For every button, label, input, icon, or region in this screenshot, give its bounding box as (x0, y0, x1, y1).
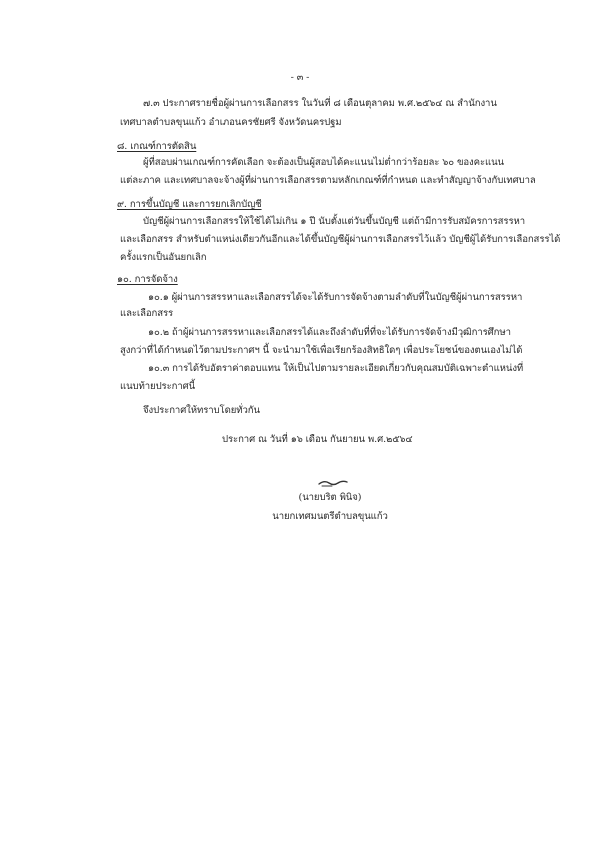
section-10-heading: ๑๐. การจัดจ้าง (117, 274, 178, 285)
section-10-item-1-line-2: และเลือกสรร (120, 308, 174, 319)
signer-name: (นายบริต พินิจ) (298, 492, 362, 503)
section-10-item-3-line-1: ๑๐.๓ การได้รับอัตราค่าตอบแทน ให้เป็นไปตามรายละเอียดเกี่ยวกับคุณสมบัติเฉพาะตำแหน่งที่ (148, 363, 524, 374)
signer-title: นายกเทศมนตรีตำบลขุนแก้ว (272, 511, 388, 522)
handwritten-signature (318, 478, 348, 488)
section-9-line-1: บัญชีผู้ผ่านการเลือกสรรให้ใช้ได้ไม่เกิน ๑ ปี นับตั้งแต่วันขึ้นบัญชี แต่ถ้ามีการรับสมัครการสรรหา (143, 216, 526, 227)
announcement-line: จึงประกาศให้ทราบโดยทั่วกัน (143, 405, 260, 416)
section-9-line-3: ครั้งแรกเป็นอันยกเลิก (120, 252, 207, 263)
section-10-item-1-line-1: ๑๐.๑ ผู้ผ่านการสรรหาและเลือกสรรได้จะได้รับการจัดจ้างตามลำดับที่ในบัญชีผู้ผ่านการสรรหา (148, 292, 523, 303)
section-9-heading: ๙. การขึ้นบัญชี และการยกเลิกบัญชี (117, 199, 262, 210)
section-10-item-2-line-1: ๑๐.๒ ถ้าผู้ผ่านการสรรหาและเลือกสรรได้และถึงลำดับที่ที่จะได้รับการจัดจ้างมีวุฒิการศึกษา (148, 327, 511, 338)
item-7-3-line-1: ๗.๓ ประกาศรายชื่อผู้ผ่านการเลือกสรร ในวันที่ ๘ เดือนตุลาคม พ.ศ.๒๕๖๔ ณ สำนักงาน (143, 98, 497, 109)
section-10-item-2-line-2: สูงกว่าที่ได้กำหนดไว้ตามประกาศฯ นี้ จะนำมาใช้เพื่อเรียกร้องสิทธิใดๆ เพื่อประโยชน์ของตนเองไม่ได้ (120, 345, 523, 356)
section-10-item-3-line-2: แนบท้ายประกาศนี้ (120, 381, 196, 392)
section-8-heading: ๘. เกณฑ์การตัดสิน (117, 141, 197, 152)
item-7-3-line-2: เทศบาลตำบลขุนแก้ว อำเภอนครชัยศรี จังหวัดนครปฐม (120, 117, 342, 128)
section-9-line-2: และเลือกสรร สำหรับตำแหน่งเดียวกันอีกและได้ขึ้นบัญชีผู้ผ่านการเลือกสรรไว้แล้ว บัญชีผู้ได้รับการเลือกสรรได้ (120, 234, 561, 245)
date-line: ประกาศ ณ วันที่ ๑๖ เดือน กันยายน พ.ศ.๒๕๖๔ (222, 434, 413, 445)
page-number: - ๓ - (290, 72, 310, 83)
section-8-line-2: แต่ละภาค และเทศบาลจะจ้างผู้ที่ผ่านการเลือกสรรตามหลักเกณฑ์ที่กำหนด และทำสัญญาจ้างกับเทศบาล (120, 175, 536, 186)
section-8-line-1: ผู้ที่สอบผ่านเกณฑ์การคัดเลือก จะต้องเป็นผู้สอบได้คะแนนไม่ต่ำกว่าร้อยละ ๖๐ ของคะแนน (143, 157, 505, 168)
